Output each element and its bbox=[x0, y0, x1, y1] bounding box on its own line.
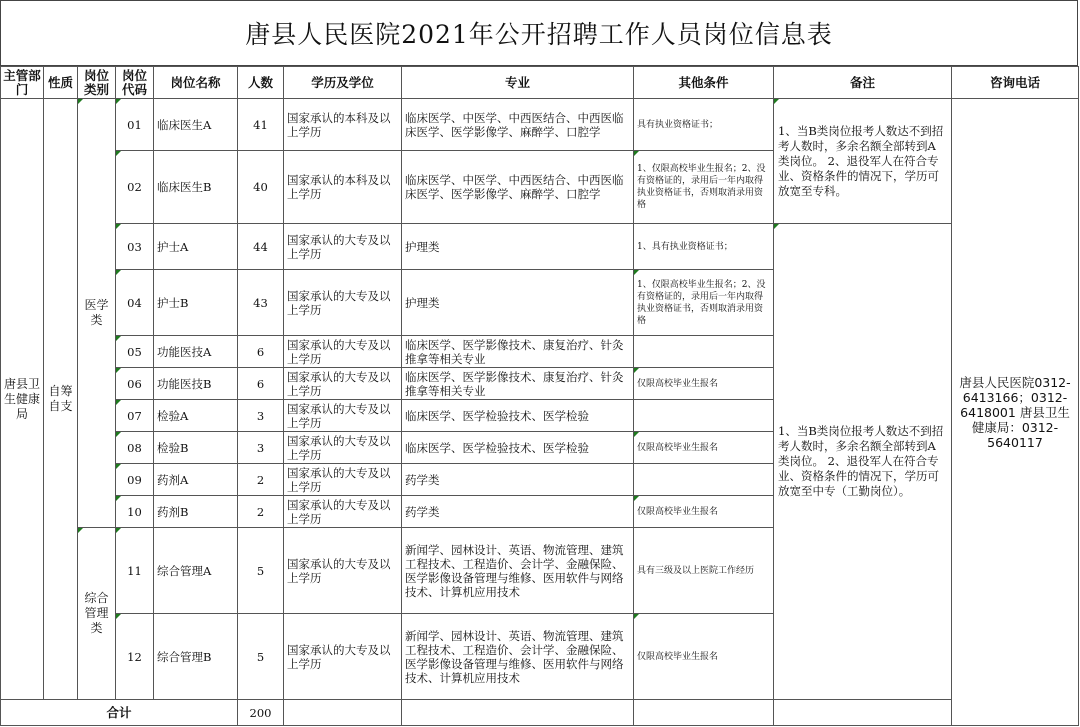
header-row bbox=[1, 67, 1079, 99]
code-cell: 10 bbox=[116, 496, 154, 528]
header-remark: 备注 bbox=[774, 67, 952, 99]
count-cell: 5 bbox=[238, 528, 284, 614]
name-cell: 功能医技B bbox=[154, 368, 238, 400]
edu-cell: 国家承认的大专及以上学历 bbox=[284, 368, 402, 400]
major-cell: 临床医学、医学检验技术、医学检验 bbox=[402, 432, 634, 464]
header-phone: 咨询电话 bbox=[952, 67, 1079, 99]
count-cell: 2 bbox=[238, 496, 284, 528]
code-cell: 01 bbox=[116, 99, 154, 151]
name-cell: 护士A bbox=[154, 224, 238, 270]
other-cell: 1、仅限高校毕业生报名；2、没有资格证的，录用后一年内取得执业资格证书，否则取消录用资格 bbox=[634, 151, 774, 224]
code-cell: 07 bbox=[116, 400, 154, 432]
name-cell: 药剂B bbox=[154, 496, 238, 528]
major-cell: 临床医学、医学检验技术、医学检验 bbox=[402, 400, 634, 432]
count-cell: 43 bbox=[238, 270, 284, 336]
code-cell: 02 bbox=[116, 151, 154, 224]
edu-cell: 国家承认的大专及以上学历 bbox=[284, 270, 402, 336]
name-cell: 临床医生B bbox=[154, 151, 238, 224]
total-label: 合计 bbox=[1, 700, 238, 726]
other-cell: 1、具有执业资格证书； bbox=[634, 224, 774, 270]
count-cell: 2 bbox=[238, 464, 284, 496]
header-edu: 学历及学位 bbox=[284, 67, 402, 99]
major-cell: 药学类 bbox=[402, 464, 634, 496]
edu-cell: 国家承认的大专及以上学历 bbox=[284, 400, 402, 432]
count-cell: 5 bbox=[238, 614, 284, 700]
edu-cell: 国家承认的大专及以上学历 bbox=[284, 224, 402, 270]
other-cell: 仅限高校毕业生报名 bbox=[634, 614, 774, 700]
major-cell: 新闻学、园林设计、英语、物流管理、建筑工程技术、工程造价、会计学、金融保险、医学影像设备管理与维修、医用软件与网络技术、计算机应用技术 bbox=[402, 614, 634, 700]
count-cell: 44 bbox=[238, 224, 284, 270]
header-code: 岗位代码 bbox=[116, 67, 154, 99]
other-cell: 仅限高校毕业生报名 bbox=[634, 432, 774, 464]
total-empty-major bbox=[402, 700, 634, 726]
name-cell: 检验A bbox=[154, 400, 238, 432]
remark-cell-1: 1、当B类岗位报考人数达不到招考人数时，多余名额全部转到A类岗位。 2、退役军人在符合专业、资格条件的情况下，学历可放宽至专科。 bbox=[774, 99, 952, 224]
edu-cell: 国家承认的大专及以上学历 bbox=[284, 432, 402, 464]
header-nature: 性质 bbox=[44, 67, 78, 99]
code-cell: 09 bbox=[116, 464, 154, 496]
name-cell: 检验B bbox=[154, 432, 238, 464]
name-cell: 功能医技A bbox=[154, 336, 238, 368]
header-category: 岗位类别 bbox=[78, 67, 116, 99]
count-cell: 41 bbox=[238, 99, 284, 151]
major-cell: 新闻学、园林设计、英语、物流管理、建筑工程技术、工程造价、会计学、金融保险、医学影像设备管理与维修、医用软件与网络技术、计算机应用技术 bbox=[402, 528, 634, 614]
name-cell: 临床医生A bbox=[154, 99, 238, 151]
edu-cell: 国家承认的大专及以上学历 bbox=[284, 496, 402, 528]
major-cell: 药学类 bbox=[402, 496, 634, 528]
count-cell: 3 bbox=[238, 400, 284, 432]
total-value: 200 bbox=[238, 700, 284, 726]
other-cell: 1、仅限高校毕业生报名；2、没有资格证的，录用后一年内取得执业资格证书，否则取消录用资格 bbox=[634, 270, 774, 336]
dept-cell: 唐县卫生健康局 bbox=[1, 99, 44, 700]
name-cell: 综合管理B bbox=[154, 614, 238, 700]
total-row bbox=[1, 700, 1079, 726]
edu-cell: 国家承认的本科及以上学历 bbox=[284, 151, 402, 224]
other-cell: 仅限高校毕业生报名 bbox=[634, 496, 774, 528]
category-medical-cell: 医学类 bbox=[78, 99, 116, 528]
table-row bbox=[1, 99, 1079, 151]
major-cell: 临床医学、中医学、中西医结合、中西医临床医学、医学影像学、麻醉学、口腔学 bbox=[402, 99, 634, 151]
edu-cell: 国家承认的大专及以上学历 bbox=[284, 336, 402, 368]
remark-cell-2: 1、当B类岗位报考人数达不到招考人数时，多余名额全部转到A类岗位。 2、退役军人在符合专业、资格条件的情况下，学历可放宽至中专（工勤岗位）。 bbox=[774, 224, 952, 700]
count-cell: 3 bbox=[238, 432, 284, 464]
total-empty-edu bbox=[284, 700, 402, 726]
page-title: 唐县人民医院2021年公开招聘工作人员岗位信息表 bbox=[0, 0, 1078, 66]
other-cell: 具有三级及以上医院工作经历 bbox=[634, 528, 774, 614]
other-cell bbox=[634, 464, 774, 496]
major-cell: 临床医学、医学影像技术、康复治疗、针灸推拿等相关专业 bbox=[402, 336, 634, 368]
phone-cell: 唐县人民医院0312-6413166；0312-6418001 唐县卫生健康局：0312-5640117 bbox=[952, 99, 1079, 726]
name-cell: 药剂A bbox=[154, 464, 238, 496]
header-dept: 主管部门 bbox=[1, 67, 44, 99]
code-cell: 05 bbox=[116, 336, 154, 368]
header-name: 岗位名称 bbox=[154, 67, 238, 99]
code-cell: 03 bbox=[116, 224, 154, 270]
total-empty-remark bbox=[774, 700, 952, 726]
total-empty-other bbox=[634, 700, 774, 726]
header-other: 其他条件 bbox=[634, 67, 774, 99]
edu-cell: 国家承认的本科及以上学历 bbox=[284, 99, 402, 151]
name-cell: 护士B bbox=[154, 270, 238, 336]
count-cell: 40 bbox=[238, 151, 284, 224]
major-cell: 临床医学、医学影像技术、康复治疗、针灸推拿等相关专业 bbox=[402, 368, 634, 400]
count-cell: 6 bbox=[238, 368, 284, 400]
other-cell: 具有执业资格证书； bbox=[634, 99, 774, 151]
category-admin-cell: 综合管理类 bbox=[78, 528, 116, 700]
nature-cell: 自筹自支 bbox=[44, 99, 78, 700]
code-cell: 11 bbox=[116, 528, 154, 614]
other-cell bbox=[634, 336, 774, 368]
major-cell: 临床医学、中医学、中西医结合、中西医临床医学、医学影像学、麻醉学、口腔学 bbox=[402, 151, 634, 224]
major-cell: 护理类 bbox=[402, 224, 634, 270]
edu-cell: 国家承认的大专及以上学历 bbox=[284, 528, 402, 614]
other-cell bbox=[634, 400, 774, 432]
major-cell: 护理类 bbox=[402, 270, 634, 336]
code-cell: 08 bbox=[116, 432, 154, 464]
header-count: 人数 bbox=[238, 67, 284, 99]
header-major: 专业 bbox=[402, 67, 634, 99]
other-cell: 仅限高校毕业生报名 bbox=[634, 368, 774, 400]
table-row bbox=[1, 224, 1079, 270]
code-cell: 04 bbox=[116, 270, 154, 336]
edu-cell: 国家承认的大专及以上学历 bbox=[284, 614, 402, 700]
code-cell: 12 bbox=[116, 614, 154, 700]
name-cell: 综合管理A bbox=[154, 528, 238, 614]
code-cell: 06 bbox=[116, 368, 154, 400]
positions-table bbox=[0, 66, 1079, 726]
edu-cell: 国家承认的大专及以上学历 bbox=[284, 464, 402, 496]
count-cell: 6 bbox=[238, 336, 284, 368]
